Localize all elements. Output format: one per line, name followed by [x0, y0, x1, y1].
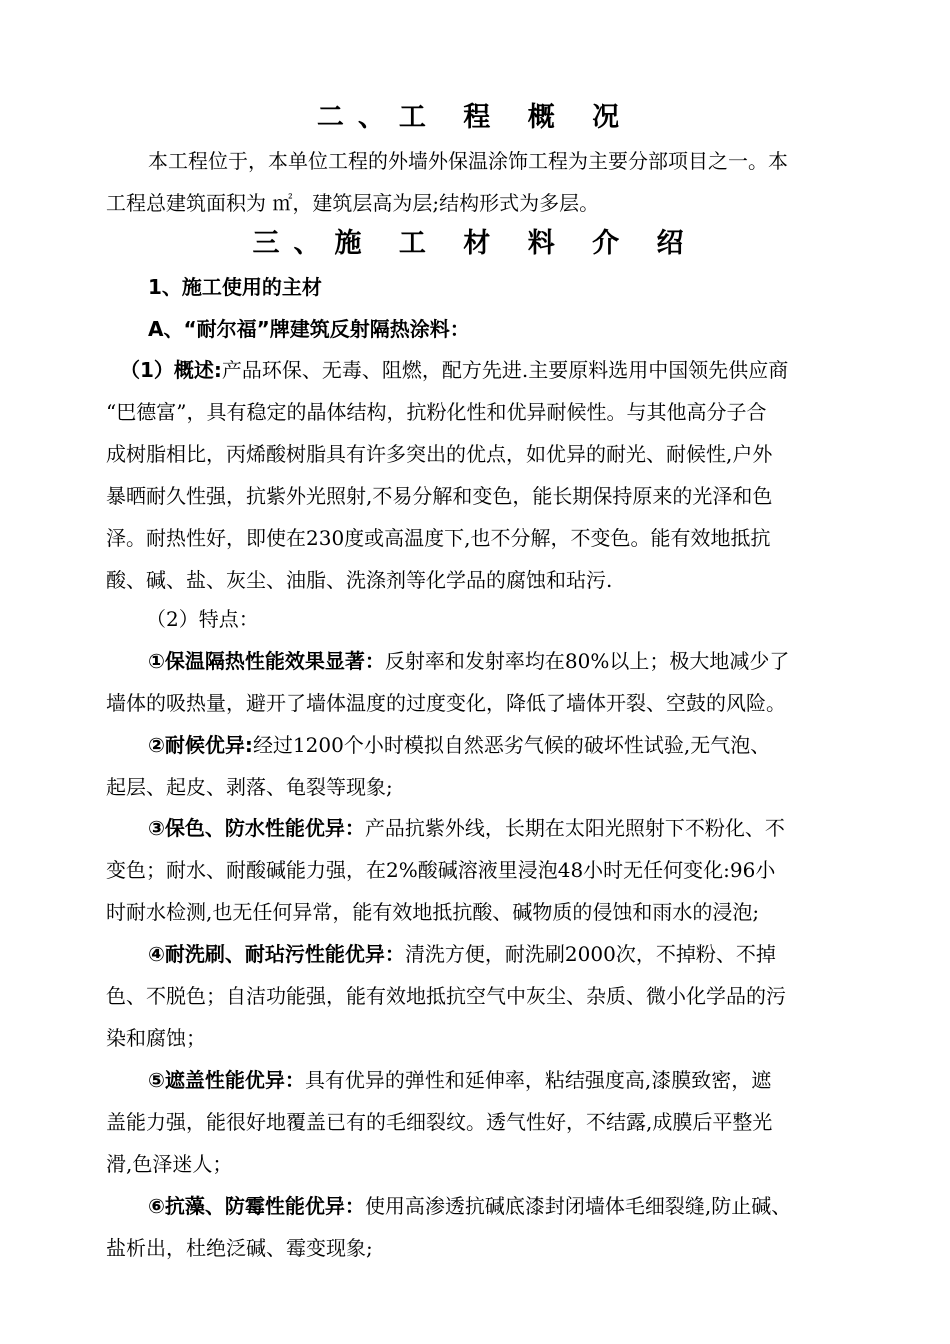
overview-line: 成树脂相比，丙烯酸树脂具有许多突出的优点，如优异的耐光、耐候性,户外 — [106, 442, 773, 466]
feature-4-text: 清洗方便，耐洗刷2000次，不掉粉、不掉 — [404, 942, 776, 966]
feature-4-line: 色、不脱色；自洁功能强，能有效地抵抗空气中灰尘、杂质、微小化学品的污 — [106, 984, 786, 1008]
feature-4-first-line — [148, 940, 776, 968]
feature-2-first-line — [148, 731, 770, 759]
feature-4-line: 染和腐蚀； — [106, 1026, 206, 1050]
feature-5-line: 滑,色泽迷人； — [106, 1152, 233, 1176]
feature-3-label: ③保色、防水性能优异： — [148, 816, 365, 840]
feature-5-text: 具有优异的弹性和延伸率，粘结强度高,漆膜致密，遮 — [304, 1068, 772, 1092]
feature-1-text: 反射率和发射率均在80%以上；极大地减少了 — [384, 649, 790, 673]
overview-line: 泽。耐热性好，即使在230度或高温度下,也不分解，不变色。能有效地抵抗 — [106, 526, 771, 550]
feature-2-label: ②耐候优异: — [148, 733, 253, 757]
feature-5-line: 盖能力强，能很好地覆盖已有的毛细裂纹。透气性好，不结露,成膜后平整光 — [106, 1110, 773, 1134]
feature-1-first-line — [148, 647, 789, 675]
feature-2-line: 起层、起皮、剥落、龟裂等现象; — [106, 775, 393, 799]
feature-4-label: ④耐洗刷、耐玷污性能优异： — [148, 942, 405, 966]
overview-first-line — [120, 356, 788, 384]
feature-2-text: 经过1200个小时模拟自然恶劣气候的破坏性试验,无气泡、 — [252, 733, 771, 757]
feature-6-label: ⑥抗藻、防霉性能优异： — [148, 1194, 365, 1218]
feature-5-label: ⑤遮盖性能优异： — [148, 1068, 305, 1092]
section-3-heading: 三、施 工 材 料 介 绍 — [252, 228, 698, 259]
feature-1-line: 墙体的吸热量，避开了墙体温度的过度变化，降低了墙体开裂、空鼓的风险。 — [106, 691, 786, 715]
subheading-product-a: A、“耐尔福”牌建筑反射隔热涂料： — [148, 317, 470, 341]
overview-label: （1）概述: — [120, 358, 222, 382]
feature-3-line: 变色；耐水、耐酸碱能力强，在2%酸碱溶液里浸泡48小时无任何变化:96小 — [106, 858, 776, 882]
feature-3-line: 时耐水检测,也无任何异常，能有效地抵抗酸、碱物质的侵蚀和雨水的浸泡; — [106, 900, 760, 924]
paragraph-line: 本工程位于，本单位工程的外墙外保温涂饰工程为主要分部项目之一。本 — [148, 149, 788, 173]
feature-1-label: ①保温隔热性能效果显著： — [148, 649, 385, 673]
features-label: （2）特点： — [146, 607, 259, 631]
overview-line: 酸、碱、盐、灰尘、油脂、洗涤剂等化学品的腐蚀和玷污. — [106, 568, 613, 592]
overview-line: “巴德富”，具有稳定的晶体结构，抗粉化性和优异耐候性。与其他高分子合 — [106, 400, 767, 424]
overview-line: 暴晒耐久性强，抗紫外光照射,不易分解和变色，能长期保持原来的光泽和色 — [106, 484, 773, 508]
paragraph-line: 工程总建筑面积为 ㎡，建筑层高为层;结构形式为多层。 — [106, 191, 600, 215]
feature-6-text: 使用高渗透抗碱底漆封闭墙体毛细裂缝,防止碱、 — [364, 1194, 792, 1218]
feature-3-first-line — [148, 814, 785, 842]
feature-5-first-line — [148, 1066, 771, 1094]
feature-6-first-line — [148, 1192, 791, 1220]
overview-text: 产品环保、无毒、阻燃，配方先进.主要原料选用中国领先供应商 — [221, 358, 789, 382]
subheading-main-materials: 1、施工使用的主材 — [148, 275, 322, 299]
section-2-heading: 二、工 程 概 况 — [316, 102, 634, 133]
feature-6-line: 盐析出，杜绝泛碱、霉变现象; — [106, 1236, 373, 1260]
feature-3-text: 产品抗紫外线，长期在太阳光照射下不粉化、不 — [364, 816, 785, 840]
